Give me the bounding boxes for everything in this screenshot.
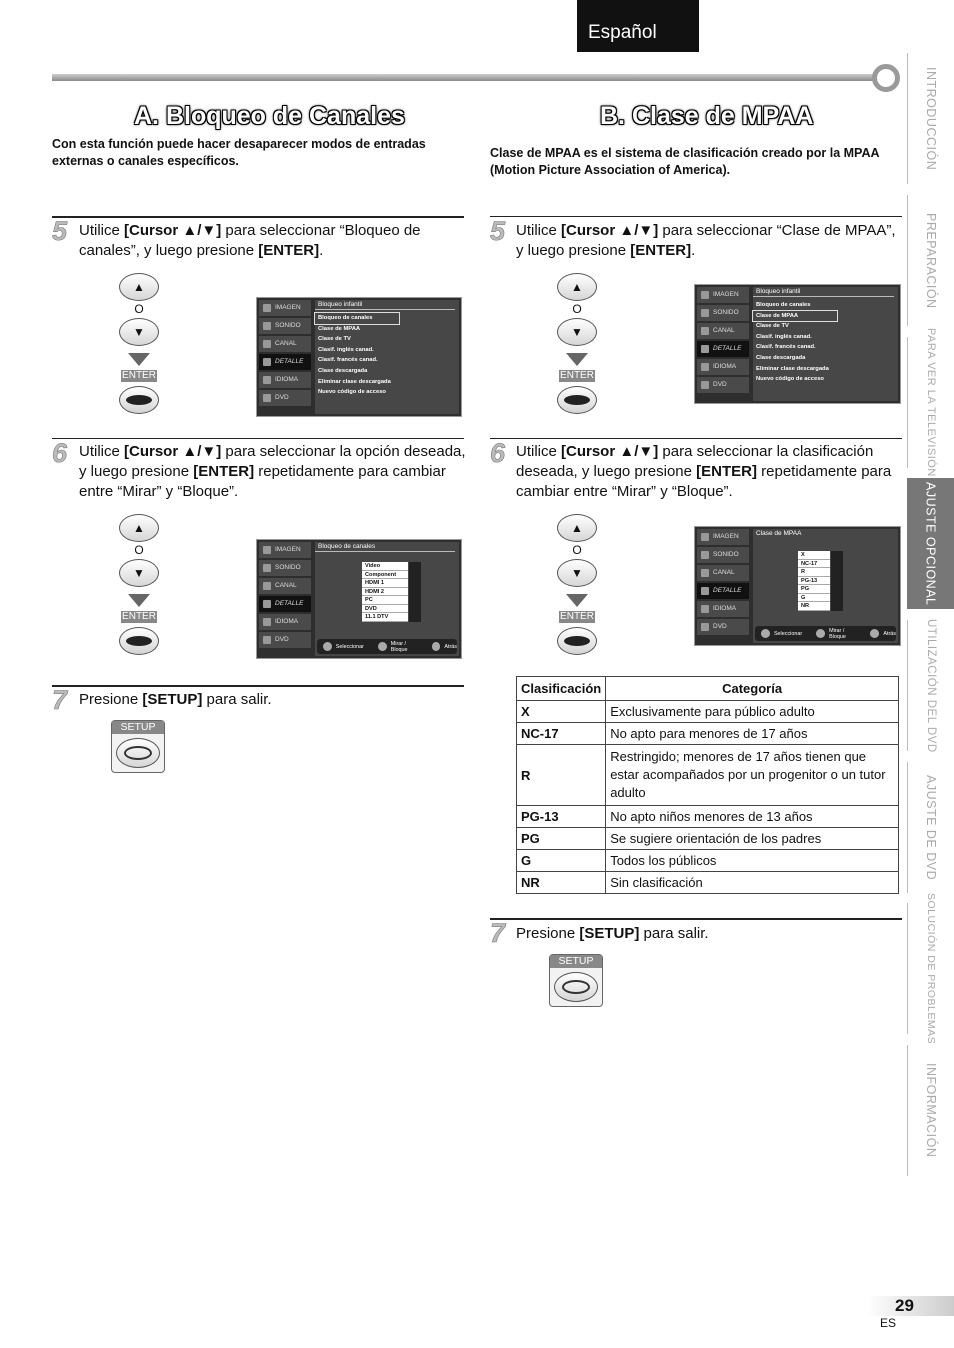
tv-screen-child-lock — [694, 284, 901, 404]
screen-option: PG — [798, 585, 830, 594]
menu-item-idioma: IDIOMA — [697, 359, 749, 375]
enter-label: ENTER — [560, 370, 594, 381]
page-language-code: ES — [880, 1316, 897, 1330]
menu-item-sonido: SONIDO — [697, 305, 749, 321]
step-6-text: Utilice [Cursor ▲/▼] para seleccionar la clasificación deseada, y luego presione [ENTER] repetidamente para cambiar entre “Mirar” y “Bloque”. — [516, 443, 892, 500]
setup-button-graphic — [111, 720, 165, 773]
screen-item: Clase de MPAA — [753, 311, 837, 322]
screen-option: DVD — [362, 605, 408, 614]
arrow-down-icon — [128, 353, 150, 366]
step-separator — [52, 685, 464, 687]
step-number: 6 — [490, 438, 506, 468]
menu-item-detalle: DETALLE — [697, 583, 749, 599]
or-label: O — [134, 302, 144, 316]
menu-item-dvd: DVD — [259, 632, 311, 648]
screen-option: NC-17 — [798, 560, 830, 569]
step-7-text: Presione [SETUP] para salir. — [516, 925, 709, 942]
menu-item-canal: CANAL — [697, 565, 749, 581]
side-tab-ajuste-opcional[interactable]: AJUSTE OPCIONAL — [907, 478, 954, 609]
rating-description: Exclusivamente para público adulto — [606, 701, 899, 723]
menu-item-detalle: DETALLE — [697, 341, 749, 357]
screen-option: 11.1 DTV — [362, 613, 408, 622]
header-circle-ornament — [872, 64, 900, 92]
cursor-up-button: ▲ — [557, 273, 597, 301]
step-separator — [52, 216, 464, 218]
section-a-title: A. Bloqueo de Canales — [134, 102, 405, 130]
side-tab-preparacion[interactable]: PREPARACIÓN — [907, 195, 954, 326]
cursor-up-button: ▲ — [557, 514, 597, 542]
screen-title: Bloqueo infantil — [753, 287, 894, 297]
screen-item: Clasif. inglés canad. — [318, 346, 374, 353]
screen-title: Clase de MPAA — [756, 530, 802, 537]
screen-side-menu — [259, 300, 311, 408]
step-separator — [490, 918, 902, 920]
arrow-down-icon — [566, 594, 588, 607]
rating-code: NR — [517, 872, 606, 894]
table-row — [517, 723, 899, 745]
side-tab-solucion-de-problemas[interactable]: SOLUCIÓN DE PROBLEMAS — [907, 903, 954, 1034]
menu-item-canal: CANAL — [697, 323, 749, 339]
menu-item-sonido: SONIDO — [697, 547, 749, 563]
arrow-down-icon — [566, 353, 588, 366]
screen-option: Video — [362, 562, 408, 571]
table-row — [517, 828, 899, 850]
screen-option: PC — [362, 596, 408, 605]
step-number: 7 — [52, 685, 68, 715]
table-header: Clasificación — [517, 677, 606, 701]
screen-option: G — [798, 594, 830, 603]
screen-item: Nuevo código de acceso — [756, 376, 824, 383]
rating-description: Restringido; menores de 17 años tienen que estar acompañados por un progenitor o un tutor adulto — [606, 745, 899, 806]
table-row — [517, 745, 899, 806]
section-a-lead: Con esta función puede hacer desaparecer modos de entradas externas o canales específicos. — [52, 137, 426, 168]
cursor-up-button: ▲ — [119, 273, 159, 301]
screen-item: Bloqueo de canales — [315, 313, 399, 324]
screen-help-bar: Seleccionar Mirar / Bloque Atrás — [755, 626, 896, 641]
menu-item-imagen: IMAGEN — [697, 287, 749, 303]
mpaa-rating-table — [516, 676, 899, 894]
menu-item-dvd: DVD — [697, 377, 749, 393]
rating-code: X — [517, 701, 606, 723]
step-5-text: Utilice [Cursor ▲/▼] para seleccionar “Bloqueo de canales”, y luego presione [ENTER]. — [79, 222, 421, 259]
screen-option: PG-13 — [798, 577, 830, 586]
step-6-text: Utilice [Cursor ▲/▼] para seleccionar la opción deseada, y luego presione [ENTER] repetidamente para cambiar entre “Mirar” y “Bloque”. — [79, 443, 466, 500]
step-number: 6 — [52, 438, 68, 468]
table-row — [517, 806, 899, 828]
ok-icon — [378, 642, 387, 651]
menu-item-imagen: IMAGEN — [697, 529, 749, 545]
step-separator — [490, 216, 902, 217]
rating-description: Se sugiere orientación de los padres — [606, 828, 899, 850]
screen-item: Clase de MPAA — [318, 325, 361, 332]
rating-description: Todos los públicos — [606, 850, 899, 872]
enter-button — [557, 627, 597, 655]
screen-side-menu — [697, 529, 749, 637]
page-number: 29 — [867, 1296, 954, 1316]
menu-item-detalle: DETALLE — [259, 354, 311, 370]
rating-code: NC-17 — [517, 723, 606, 745]
remote-buttons — [119, 273, 159, 414]
step-5-text: Utilice [Cursor ▲/▼] para seleccionar “Clase de MPAA”, y luego presione [ENTER]. — [516, 222, 896, 259]
step-separator — [52, 438, 464, 439]
screen-help-bar: Seleccionar Mirar / Bloque Atrás — [317, 639, 457, 654]
side-tab-informacion[interactable]: INFORMACIÓN — [907, 1045, 954, 1176]
cursor-down-button: ▼ — [119, 318, 159, 346]
side-tab-ajuste-de-dvd[interactable]: AJUSTE DE DVD — [907, 762, 954, 893]
arrow-down-icon — [128, 594, 150, 607]
enter-label: ENTER — [122, 611, 156, 622]
screen-panel — [315, 542, 459, 656]
screen-item: Clase descargada — [318, 367, 368, 374]
screen-title: Bloqueo infantil — [315, 300, 455, 310]
cursor-down-button: ▼ — [557, 559, 597, 587]
enter-button — [119, 386, 159, 414]
step-number: 7 — [490, 918, 506, 948]
section-b-lead: Clase de MPAA es el sistema de clasificación creado por la MPAA (Motion Picture Association of America). — [490, 146, 880, 177]
screen-panel — [315, 300, 459, 414]
step-number: 5 — [490, 216, 506, 246]
table-header-row — [517, 677, 899, 701]
screen-item: Clase de TV — [318, 336, 351, 343]
screen-item: Clase descargada — [756, 354, 806, 361]
menu-item-idioma: IDIOMA — [697, 601, 749, 617]
rating-code: R — [517, 745, 606, 806]
cursor-down-button: ▼ — [119, 559, 159, 587]
step-7-text: Presione [SETUP] para salir. — [79, 691, 272, 708]
rating-description: No apto para menores de 17 años — [606, 723, 899, 745]
screen-side-menu — [259, 542, 311, 650]
step-number: 5 — [52, 216, 68, 246]
setup-button — [116, 738, 160, 768]
screen-item: Clase de TV — [756, 323, 789, 330]
rating-description: No apto niños menores de 13 años — [606, 806, 899, 828]
select-icon — [323, 642, 332, 651]
or-label: O — [134, 543, 144, 557]
screen-side-menu — [697, 287, 749, 395]
menu-item-detalle: DETALLE — [259, 596, 311, 612]
screen-item-list — [315, 313, 459, 398]
or-label: O — [572, 302, 582, 316]
menu-item-dvd: DVD — [259, 390, 311, 406]
enter-label: ENTER — [122, 370, 156, 381]
screen-panel — [753, 287, 898, 401]
screen-item: Clasif. francés canad. — [756, 344, 816, 351]
remote-buttons — [557, 273, 597, 414]
screen-title: Bloqueo de canales — [315, 542, 455, 552]
enter-button — [119, 627, 159, 655]
screen-option-list — [798, 551, 830, 611]
section-b-title: B. Clase de MPAA — [600, 102, 814, 130]
cursor-down-button: ▼ — [557, 318, 597, 346]
screen-item-list — [753, 300, 898, 385]
back-icon — [870, 629, 879, 638]
enter-button — [557, 386, 597, 414]
screen-option: NR — [798, 602, 830, 611]
screen-panel — [753, 529, 898, 643]
or-label: O — [572, 543, 582, 557]
side-tab-introduccion[interactable]: INTRODUCCIÓN — [907, 53, 954, 184]
rating-code: PG — [517, 828, 606, 850]
screen-item: Clasif. inglés canad. — [756, 333, 812, 340]
table-row — [517, 850, 899, 872]
screen-item: Bloqueo de canales — [756, 302, 811, 308]
menu-item-imagen: IMAGEN — [259, 300, 311, 316]
side-tab-para-ver-la-television[interactable]: PARA VER LA TELEVISIÓN — [907, 337, 954, 468]
screen-option-list — [362, 562, 408, 622]
screen-option: HDMI 1 — [362, 579, 408, 588]
menu-item-dvd: DVD — [697, 619, 749, 635]
language-tab: Español — [577, 0, 699, 52]
menu-item-imagen: IMAGEN — [259, 542, 311, 558]
setup-button — [554, 972, 598, 1002]
back-icon — [432, 642, 441, 651]
tv-screen-channel-lock — [256, 539, 462, 659]
tv-screen-mpaa-rating — [694, 526, 901, 646]
enter-label: ENTER — [560, 611, 594, 622]
menu-item-sonido: SONIDO — [259, 560, 311, 576]
rating-code: PG-13 — [517, 806, 606, 828]
screen-option: HDMI 2 — [362, 588, 408, 597]
header-rule — [52, 74, 882, 81]
screen-item: Eliminar clase descargada — [756, 365, 829, 372]
table-row — [517, 872, 899, 894]
menu-item-sonido: SONIDO — [259, 318, 311, 334]
remote-buttons — [119, 514, 159, 655]
remote-buttons — [557, 514, 597, 655]
table-header: Categoría — [606, 677, 899, 701]
menu-item-canal: CANAL — [259, 336, 311, 352]
rating-code: G — [517, 850, 606, 872]
screen-option: X — [798, 551, 830, 560]
setup-button-graphic — [549, 954, 603, 1007]
menu-item-idioma: IDIOMA — [259, 372, 311, 388]
menu-item-idioma: IDIOMA — [259, 614, 311, 630]
side-tab-utilizacion-del-dvd[interactable]: UTILIZACIÓN DEL DVD — [907, 620, 954, 751]
tv-screen-child-lock — [256, 297, 462, 417]
cursor-up-button: ▲ — [119, 514, 159, 542]
rating-description: Sin clasificación — [606, 872, 899, 894]
screen-item: Eliminar clase descargada — [318, 378, 391, 385]
screen-item: Nuevo código de acceso — [318, 389, 386, 396]
setup-label: SETUP — [112, 721, 164, 734]
step-separator — [490, 438, 902, 439]
ok-icon — [816, 629, 825, 638]
select-icon — [761, 629, 770, 638]
table-row — [517, 701, 899, 723]
setup-label: SETUP — [550, 955, 602, 968]
screen-item: Clasif. francés canad. — [318, 357, 378, 364]
menu-item-canal: CANAL — [259, 578, 311, 594]
screen-option: Component — [362, 571, 408, 580]
screen-option: R — [798, 568, 830, 577]
